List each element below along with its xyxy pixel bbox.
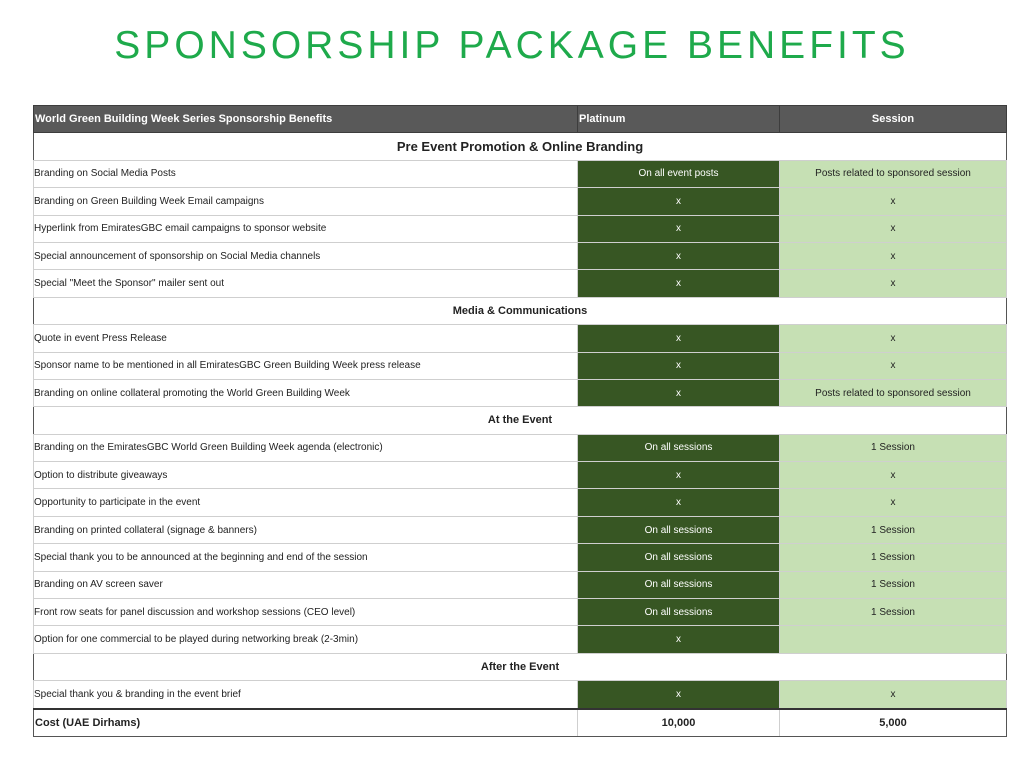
table-body bbox=[34, 133, 1007, 709]
session-cell: 1 Session bbox=[780, 544, 1007, 571]
platinum-cell: On all sessions bbox=[578, 571, 780, 598]
section-header-row bbox=[34, 653, 1007, 680]
benefit-cell: Hyperlink from EmiratesGBC email campaigns to sponsor website bbox=[34, 215, 578, 242]
benefit-cell: Special thank you to be announced at the beginning and end of the session bbox=[34, 544, 578, 571]
platinum-cell: x bbox=[578, 270, 780, 297]
benefit-cell: Branding on online collateral promoting the World Green Building Week bbox=[34, 379, 578, 406]
platinum-cell: x bbox=[578, 681, 780, 709]
benefit-cell: Special "Meet the Sponsor" mailer sent out bbox=[34, 270, 578, 297]
platinum-cell: x bbox=[578, 188, 780, 215]
cost-session: 5,000 bbox=[780, 709, 1007, 737]
table-row bbox=[34, 571, 1007, 598]
platinum-cell: On all sessions bbox=[578, 544, 780, 571]
table-row bbox=[34, 270, 1007, 297]
benefit-cell: Option for one commercial to be played during networking break (2-3min) bbox=[34, 626, 578, 653]
cost-row bbox=[34, 709, 1007, 737]
benefit-cell: Special announcement of sponsorship on Social Media channels bbox=[34, 242, 578, 269]
session-cell: 1 Session bbox=[780, 516, 1007, 543]
session-cell: 1 Session bbox=[780, 571, 1007, 598]
session-cell: 1 Session bbox=[780, 599, 1007, 626]
header-platinum: Platinum bbox=[578, 106, 780, 133]
table-row bbox=[34, 544, 1007, 571]
table-row bbox=[34, 462, 1007, 489]
session-cell: x bbox=[780, 215, 1007, 242]
platinum-cell: x bbox=[578, 462, 780, 489]
header-benefits: World Green Building Week Series Sponsorship Benefits bbox=[34, 106, 578, 133]
table-row bbox=[34, 352, 1007, 379]
session-cell: x bbox=[780, 352, 1007, 379]
session-cell: x bbox=[780, 270, 1007, 297]
table-row bbox=[34, 599, 1007, 626]
platinum-cell: x bbox=[578, 325, 780, 352]
table-row bbox=[34, 379, 1007, 406]
platinum-cell: On all sessions bbox=[578, 599, 780, 626]
benefit-cell: Branding on Social Media Posts bbox=[34, 160, 578, 187]
benefit-cell: Option to distribute giveaways bbox=[34, 462, 578, 489]
benefit-cell: Opportunity to participate in the event bbox=[34, 489, 578, 516]
platinum-cell: x bbox=[578, 215, 780, 242]
section-header-row bbox=[34, 297, 1007, 324]
benefit-cell: Sponsor name to be mentioned in all EmiratesGBC Green Building Week press release bbox=[34, 352, 578, 379]
session-cell bbox=[780, 626, 1007, 653]
platinum-cell: x bbox=[578, 379, 780, 406]
section-title: Media & Communications bbox=[34, 297, 1007, 324]
section-title: After the Event bbox=[34, 653, 1007, 680]
session-cell: x bbox=[780, 325, 1007, 352]
header-session: Session bbox=[780, 106, 1007, 133]
session-cell: 1 Session bbox=[780, 434, 1007, 461]
session-cell: x bbox=[780, 188, 1007, 215]
table-row bbox=[34, 242, 1007, 269]
table-row bbox=[34, 626, 1007, 653]
benefit-cell: Branding on Green Building Week Email campaigns bbox=[34, 188, 578, 215]
session-cell: x bbox=[780, 489, 1007, 516]
benefit-cell: Branding on printed collateral (signage & banners) bbox=[34, 516, 578, 543]
platinum-cell: x bbox=[578, 352, 780, 379]
table-row bbox=[34, 434, 1007, 461]
table-row bbox=[34, 188, 1007, 215]
table-row bbox=[34, 516, 1007, 543]
table-row bbox=[34, 681, 1007, 709]
table-header-row bbox=[34, 106, 1007, 133]
table-row bbox=[34, 489, 1007, 516]
page-title: SPONSORSHIP PACKAGE BENEFITS bbox=[114, 24, 910, 67]
section-title: Pre Event Promotion & Online Branding bbox=[34, 133, 1007, 160]
cost-platinum: 10,000 bbox=[578, 709, 780, 737]
platinum-cell: On all sessions bbox=[578, 434, 780, 461]
section-header-row bbox=[34, 133, 1007, 160]
platinum-cell: On all event posts bbox=[578, 160, 780, 187]
section-header-row bbox=[34, 407, 1007, 434]
benefit-cell: Branding on AV screen saver bbox=[34, 571, 578, 598]
benefit-cell: Branding on the EmiratesGBC World Green Building Week agenda (electronic) bbox=[34, 434, 578, 461]
benefit-cell: Front row seats for panel discussion and workshop sessions (CEO level) bbox=[34, 599, 578, 626]
sponsorship-benefits-table bbox=[33, 105, 1007, 737]
session-cell: Posts related to sponsored session bbox=[780, 379, 1007, 406]
benefit-cell: Special thank you & branding in the event brief bbox=[34, 681, 578, 709]
session-cell: Posts related to sponsored session bbox=[780, 160, 1007, 187]
cost-label: Cost (UAE Dirhams) bbox=[34, 709, 578, 737]
session-cell: x bbox=[780, 681, 1007, 709]
benefit-cell: Quote in event Press Release bbox=[34, 325, 578, 352]
platinum-cell: On all sessions bbox=[578, 516, 780, 543]
section-title: At the Event bbox=[34, 407, 1007, 434]
session-cell: x bbox=[780, 462, 1007, 489]
table-row bbox=[34, 215, 1007, 242]
platinum-cell: x bbox=[578, 489, 780, 516]
table-row bbox=[34, 160, 1007, 187]
session-cell: x bbox=[780, 242, 1007, 269]
table-row bbox=[34, 325, 1007, 352]
platinum-cell: x bbox=[578, 626, 780, 653]
platinum-cell: x bbox=[578, 242, 780, 269]
